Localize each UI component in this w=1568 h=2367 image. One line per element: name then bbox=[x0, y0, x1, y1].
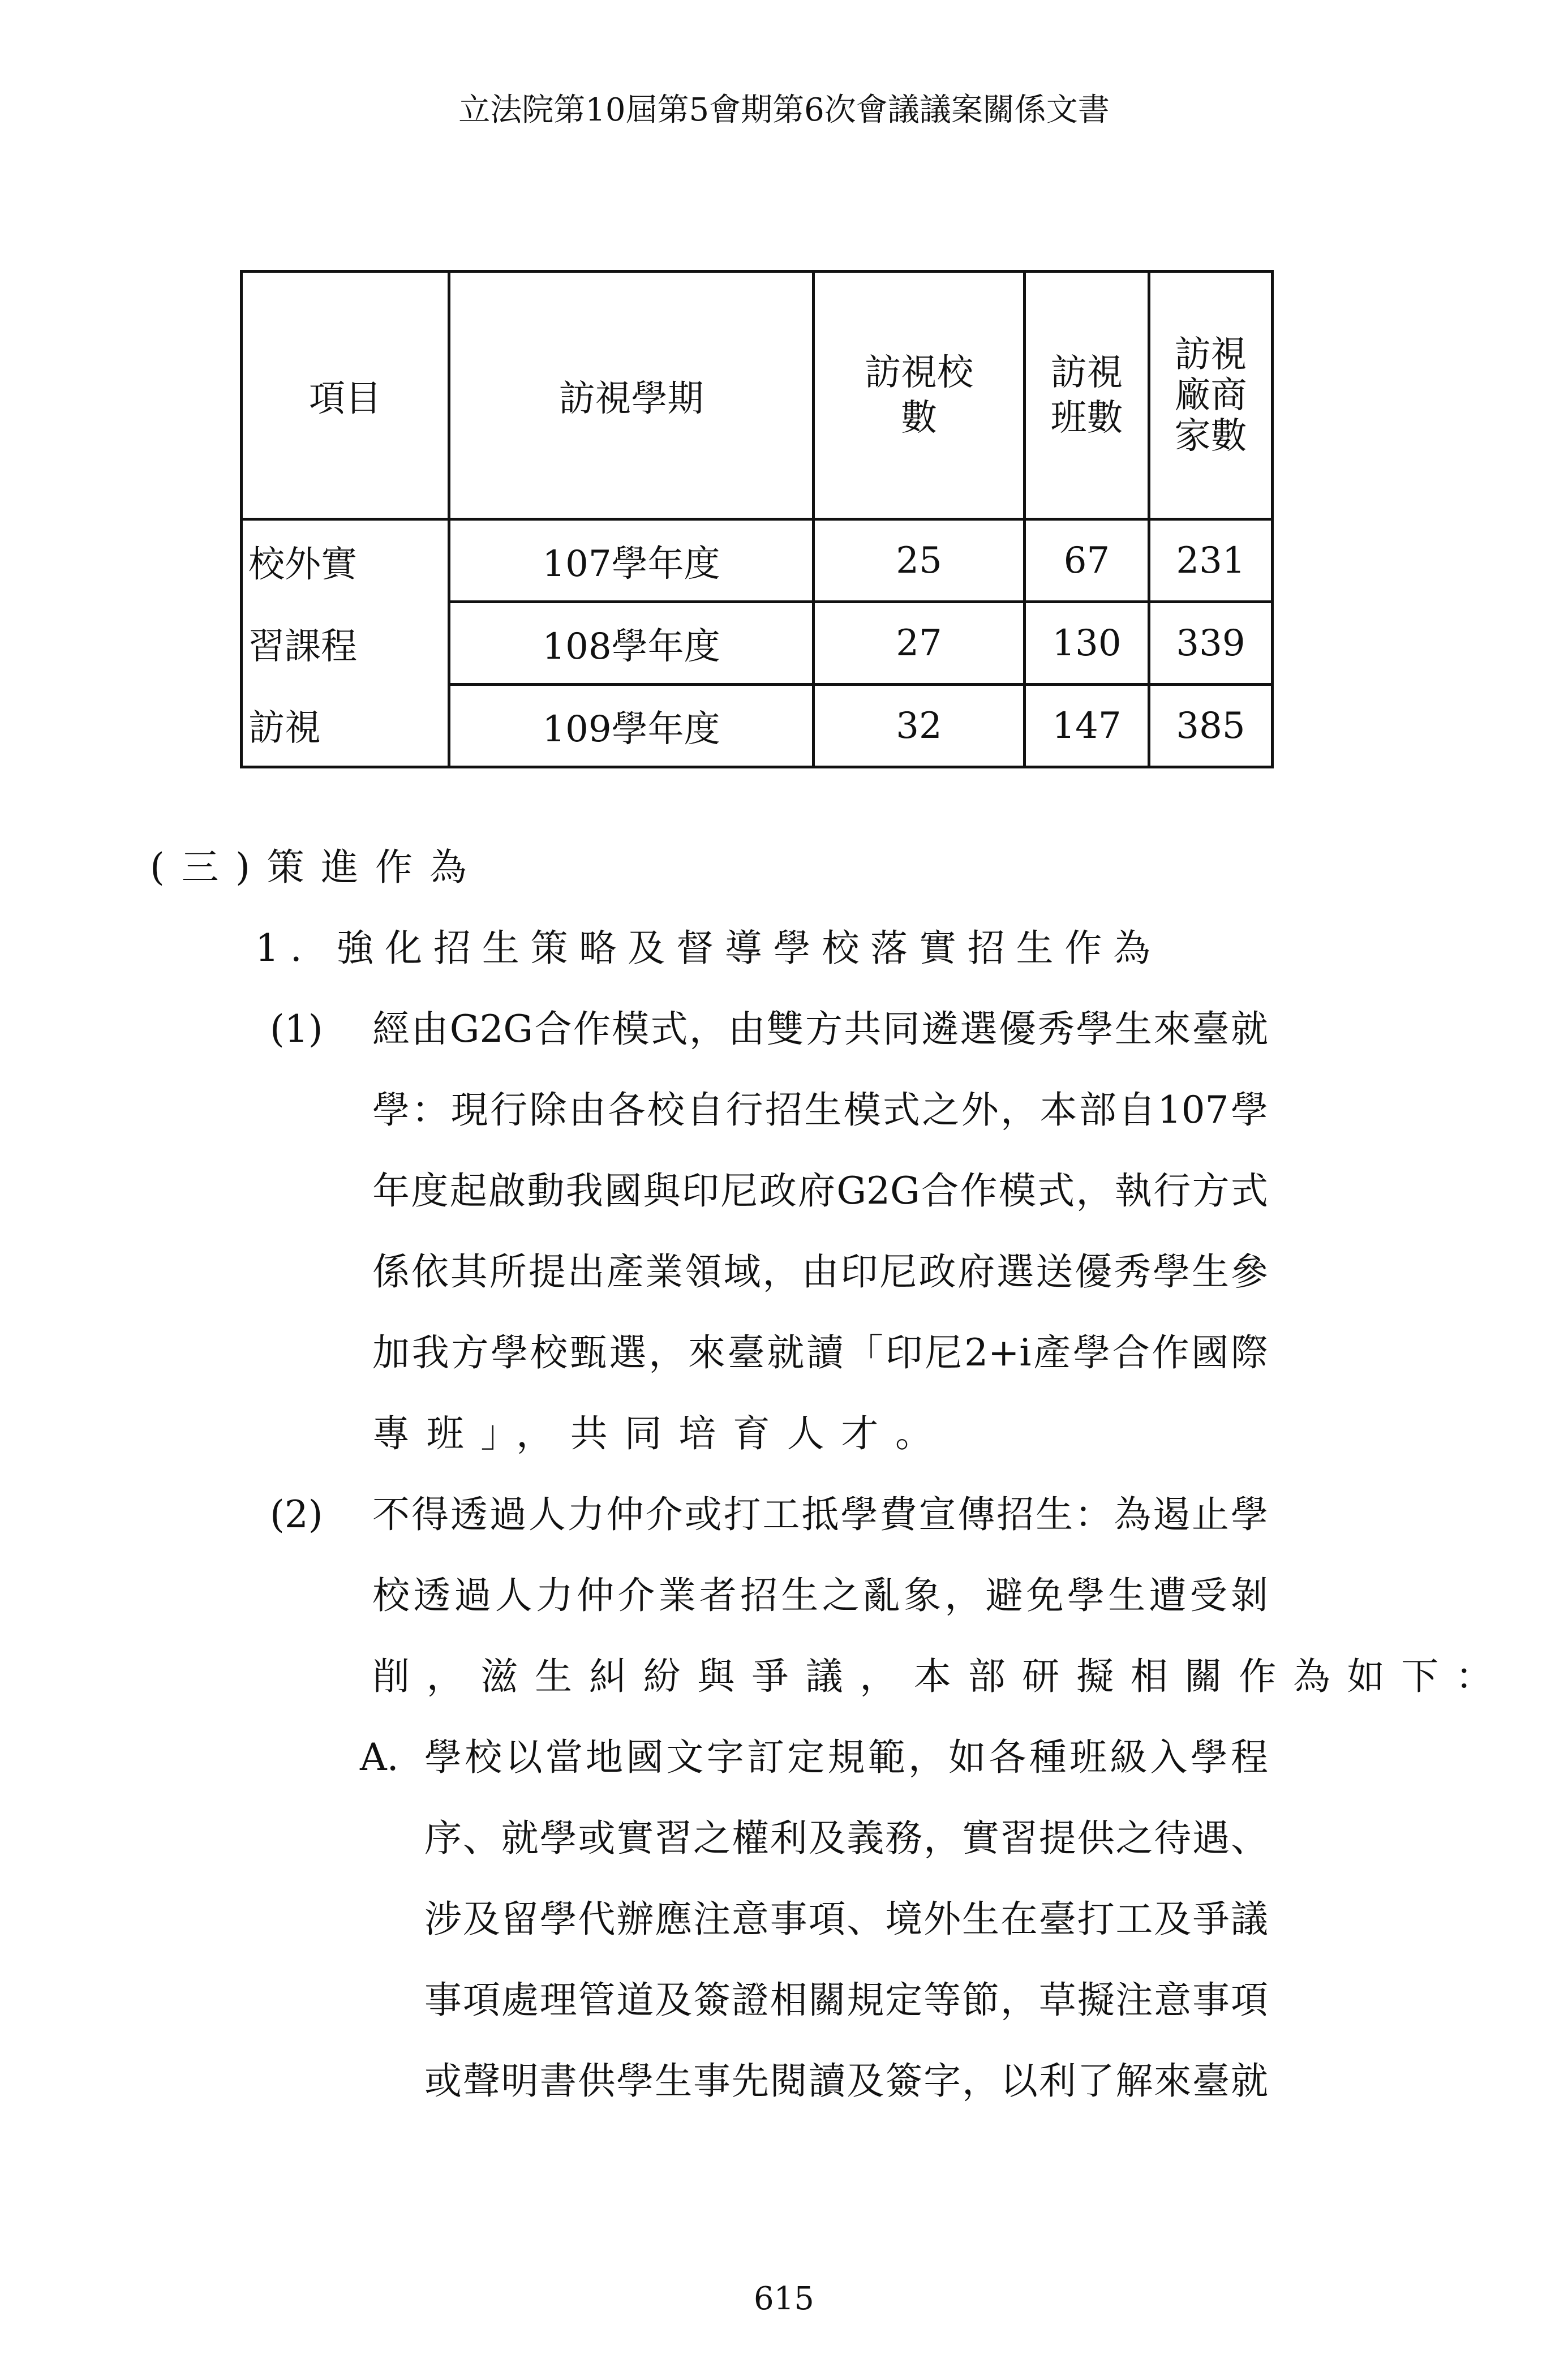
classes-cell: 130 bbox=[1025, 602, 1149, 685]
schools-cell: 25 bbox=[814, 519, 1025, 602]
section-heading: (三)策進作為 bbox=[150, 845, 484, 889]
para-1-line: 係依其所提出產業領域，由印尼政府選送優秀學生參 bbox=[372, 1250, 1268, 1294]
vendors-cell: 339 bbox=[1149, 602, 1273, 685]
item-1-heading: 1. 強化招生策略及督導學校落實招生作為 bbox=[255, 926, 1162, 970]
table-row bbox=[242, 519, 1273, 602]
table-row bbox=[242, 602, 1273, 685]
item-a-line: 涉及留學代辦應注意事項、境外生在臺打工及爭議 bbox=[424, 1897, 1268, 1941]
schools-cell: 32 bbox=[814, 685, 1025, 767]
para-1-line: 專班」，共同培育人才。 bbox=[372, 1412, 950, 1455]
item-cell: 習課程 bbox=[242, 602, 449, 685]
header-item: 項目 bbox=[242, 272, 449, 519]
para-2-line: 削，滋生糾紛與爭議，本部研擬相關作為如下： bbox=[372, 1655, 1510, 1698]
para-2-line: 校透過人力仲介業者招生之亂象，避免學生遭受剝 bbox=[372, 1574, 1268, 1617]
classes-cell: 67 bbox=[1025, 519, 1149, 602]
classes-cell: 147 bbox=[1025, 685, 1149, 767]
item-a-line: 事項處理管道及簽證相關規定等節，草擬注意事項 bbox=[424, 1978, 1268, 2022]
vendors-cell: 231 bbox=[1149, 519, 1273, 602]
para-1-line: 學：現行除由各校自行招生模式之外，本部自107學 bbox=[372, 1088, 1268, 1132]
document-header: 立法院第10屆第5會期第6次會議議案關係文書 bbox=[458, 92, 1110, 128]
para-1-line: 經由G2G合作模式，由雙方共同遴選優秀學生來臺就 bbox=[372, 1007, 1268, 1051]
header-term: 訪視學期 bbox=[449, 272, 814, 519]
term-cell: 109學年度 bbox=[449, 685, 814, 767]
header-classes: 訪視班數 bbox=[1025, 272, 1149, 519]
para-1-line: 加我方學校甄選，來臺就讀「印尼2+i產學合作國際 bbox=[372, 1331, 1268, 1374]
page-number: 615 bbox=[754, 2280, 814, 2317]
item-a-line: 學校以當地國文字訂定規範，如各種班級入學程 bbox=[424, 1735, 1268, 1779]
term-cell: 108學年度 bbox=[449, 602, 814, 685]
item-cell: 校外實 bbox=[242, 519, 449, 602]
vendors-cell: 385 bbox=[1149, 685, 1273, 767]
table-row bbox=[242, 685, 1273, 767]
item-cell: 訪視 bbox=[242, 685, 449, 767]
schools-cell: 27 bbox=[814, 602, 1025, 685]
para-1-line: 年度起啟動我國與印尼政府G2G合作模式，執行方式 bbox=[372, 1169, 1268, 1213]
header-vendors: 訪視廠商家數 bbox=[1149, 272, 1273, 519]
item-a-line: 或聲明書供學生事先閱讀及簽字，以利了解來臺就 bbox=[424, 2059, 1268, 2103]
visit-stats-table bbox=[240, 270, 1274, 768]
header-schools: 訪視校數 bbox=[814, 272, 1025, 519]
para-1-label: (1) bbox=[270, 1007, 323, 1051]
term-cell: 107學年度 bbox=[449, 519, 814, 602]
item-a-line: 序、就學或實習之權利及義務，實習提供之待遇、 bbox=[424, 1816, 1268, 1860]
para-2-line: 不得透過人力仲介或打工抵學費宣傳招生：為遏止學 bbox=[372, 1493, 1268, 1536]
item-a-label: A. bbox=[360, 1735, 399, 1779]
para-2-label: (2) bbox=[270, 1493, 323, 1536]
